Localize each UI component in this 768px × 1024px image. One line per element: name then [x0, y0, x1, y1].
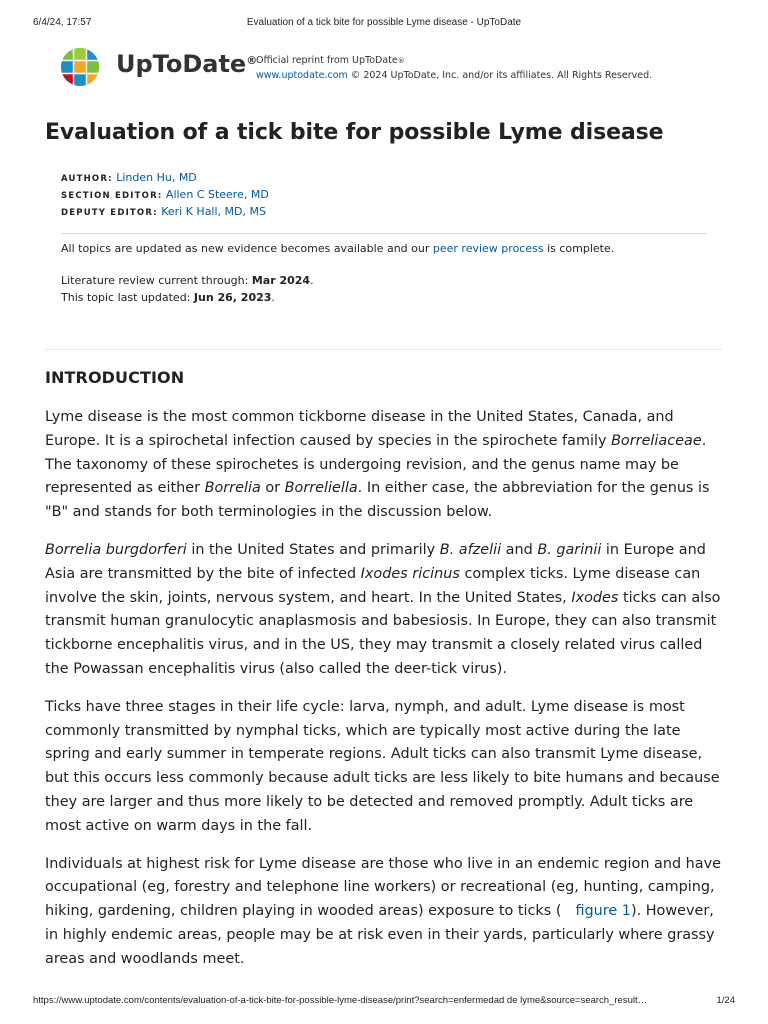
section-editor-label: SECTION EDITOR: [61, 191, 163, 201]
print-datetime: 6/4/24, 17:57 [33, 17, 92, 28]
paragraph: Lyme disease is the most common tickborne disease in the United States, Canada, and Europe. It is a spirochetal infection caused by species in the spirochete family Borreliaceae. The taxonomy of these spirochetes is undergoing revision, and the genus name may be represented as either Borrelia or Borreliella. In either case, the abbreviation for the genus is "B" and stands for both terminologies in the discussion below. [45, 409, 710, 521]
section-editor-link[interactable]: Allen C Steere, MD [165, 188, 269, 201]
deputy-editor-link[interactable]: Keri K Hall, MD, MS [161, 205, 266, 218]
deputy-editor-label: DEPUTY EDITOR: [61, 208, 158, 218]
uptodate-site-link[interactable]: www.uptodate.com [256, 69, 348, 81]
author-link[interactable]: Linden Hu, MD [116, 171, 197, 184]
figure-1-link[interactable]: figure 1 [575, 903, 631, 920]
reprint-notice [256, 54, 652, 83]
author-row [61, 169, 269, 186]
reprint-line: Official reprint from UpToDate® [256, 55, 405, 66]
review-dates [61, 272, 314, 306]
article-body [45, 406, 725, 986]
page-number: 1/24 [716, 995, 735, 1006]
paragraph: Individuals at highest risk for Lyme disease are those who live in an endemic region and have occupational (eg, forestry and telephone line workers) or recreational (eg, hunting, camping, hiking, gardening, children playing in wooded areas) exposure to ticks ( figure 1). However, in highly endemic areas, people may be at risk even in their yards, particularly where grassy areas and woodlands meet. [45, 855, 721, 967]
print-header [33, 14, 735, 30]
section-divider [45, 349, 722, 350]
contributors-list [61, 169, 269, 220]
peer-review-link[interactable]: peer review process [432, 242, 544, 255]
deputy-editor-row [61, 203, 269, 220]
print-document-title: Evaluation of a tick bite for possible Lyme disease - UpToDate [246, 17, 522, 28]
globe-logo-icon [60, 47, 100, 87]
last-updated-line: This topic last updated: Jun 26, 2023. [61, 291, 275, 304]
section-heading: INTRODUCTION [45, 368, 185, 387]
literature-review-line: Literature review current through: Mar 2024. [61, 274, 314, 287]
update-note: All topics are updated as new evidence becomes available and our peer review process is complete. [61, 242, 615, 255]
last-updated-date: Jun 26, 2023 [193, 291, 272, 304]
literature-review-date: Mar 2024 [251, 274, 311, 287]
print-url: https://www.uptodate.com/contents/evaluation-of-a-tick-bite-for-possible-lyme-disease/print?search=enfermedad de lyme&source=search_result… [33, 995, 648, 1006]
paragraph: Ticks have three stages in their life cycle: larva, nymph, and adult. Lyme disease is most commonly transmitted by nymphal ticks, which are typically most active during the late spring and early summer in temperate regions. Adult ticks can also transmit Lyme disease, but this occurs less commonly because adult ticks are less likely to bite humans and because they are larger and thus more likely to be detected and removed promptly. Adult ticks are most active on warm days in the fall. [45, 698, 720, 834]
brand-wordmark: UpToDate® [116, 50, 258, 78]
article-title: Evaluation of a tick bite for possible Lyme disease [45, 120, 664, 145]
author-label: AUTHOR: [61, 174, 113, 184]
section-editor-row [61, 186, 269, 203]
divider [61, 233, 707, 234]
paragraph: Borrelia burgdorferi in the United States and primarily B. afzelii and B. garinii in Europe and Asia are transmitted by the bite of infected Ixodes ricinus complex ticks. Lyme disease can involve the skin, joints, nervous system, and heart. In the United States, Ixodes ticks can also transmit human granulocytic anaplasmosis and babesiosis. In Europe, they can also transmit tickborne encephalitis virus, and in the US, they may transmit a closely related virus called the Powassan encephalitis virus (also called the deer-tick virus). [45, 541, 721, 677]
print-footer [33, 995, 735, 1009]
copyright-line: www.uptodate.com © 2024 UpToDate, Inc. and/or its affiliates. All Rights Reserved. [256, 69, 653, 81]
